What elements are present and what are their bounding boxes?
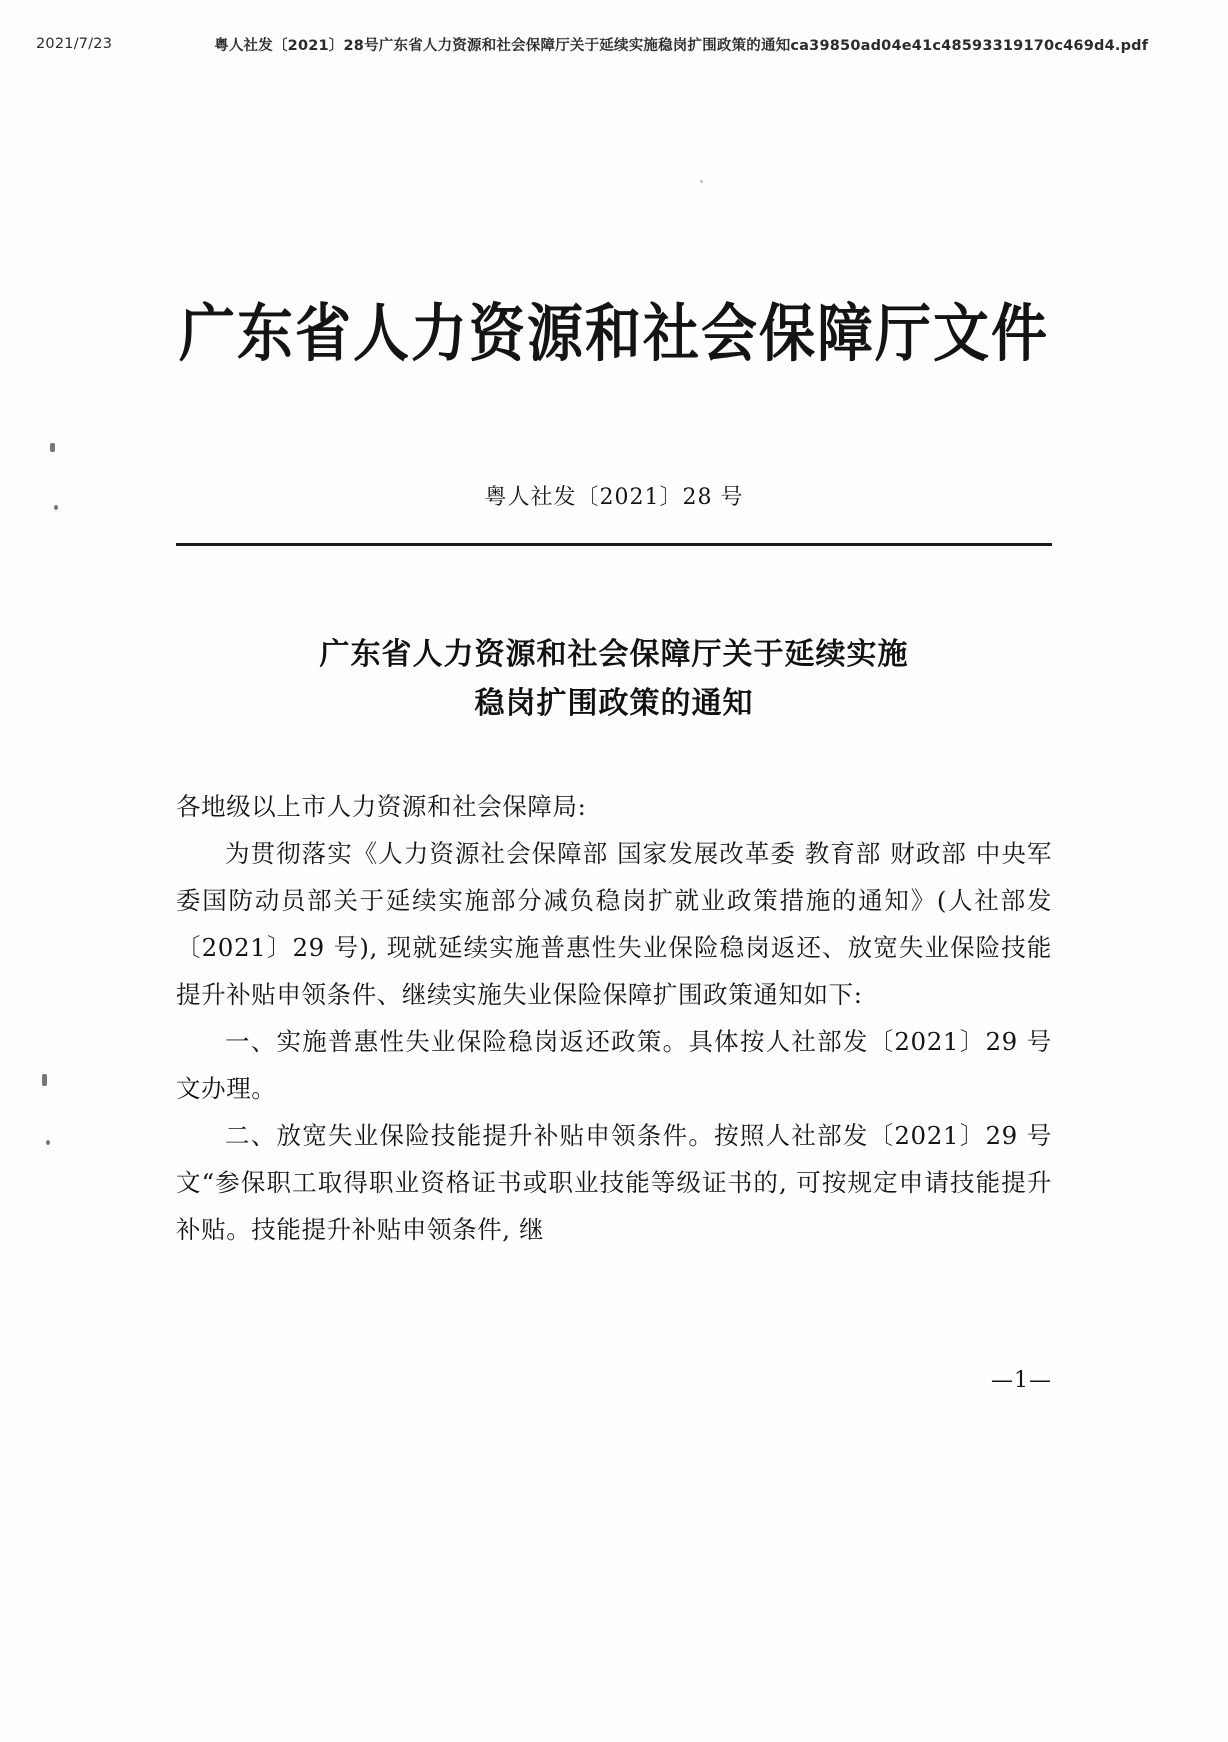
print-header (0, 32, 1228, 56)
scan-speck (50, 443, 55, 452)
document-body (176, 783, 1052, 1253)
body-paragraph-2: 一、实施普惠性失业保险稳岗返还政策。具体按人社部发〔2021〕29 号文办理。 (176, 1026, 1052, 1103)
scan-speck (700, 180, 703, 183)
print-date: 2021/7/23 (36, 36, 113, 52)
scan-speck (46, 1140, 50, 1145)
page-number: —1— (991, 1368, 1052, 1393)
scan-speck (42, 1074, 47, 1086)
document-title-line-1: 广东省人力资源和社会保障厅关于延续实施 (319, 636, 909, 672)
body-paragraph-3: 二、放宽失业保险技能提升补贴申领条件。按照人社部发〔2021〕29 号文“参保职工取得职业资格证书或职业技能等级证书的, 可按规定申请技能提升补贴。技能提升补贴申领条件, 继 (176, 1120, 1052, 1244)
document-content (176, 296, 1052, 1253)
body-paragraph-1: 为贯彻落实《人力资源社会保障部 国家发展改革委 教育部 财政部 中央军委国防动员部关于延续实施部分减负稳岗扩就业政策措施的通知》(人社部发〔2021〕29 号), 现就延续实施普惠性失业保险稳岗返还、放宽失业保险技能提升补贴申领条件、继续实施失业保险保障扩围政策通知如下: (176, 838, 1052, 1009)
scan-speck (54, 505, 58, 510)
print-document-title: 粤人社发〔2021〕28号广东省人力资源和社会保障厅关于延续实施稳岗扩围政策的通知ca39850ad04e41c48593319170c469d4.pdf (214, 37, 1149, 54)
header-divider (176, 543, 1052, 546)
document-title-line-2: 稳岗扩围政策的通知 (474, 686, 754, 722)
document-number: 粤人社发〔2021〕28 号 (484, 484, 744, 510)
document-masthead: 广东省人力资源和社会保障厅文件 (179, 296, 1049, 371)
salutation: 各地级以上市人力资源和社会保障局: (176, 791, 587, 821)
document-title (176, 630, 1052, 729)
